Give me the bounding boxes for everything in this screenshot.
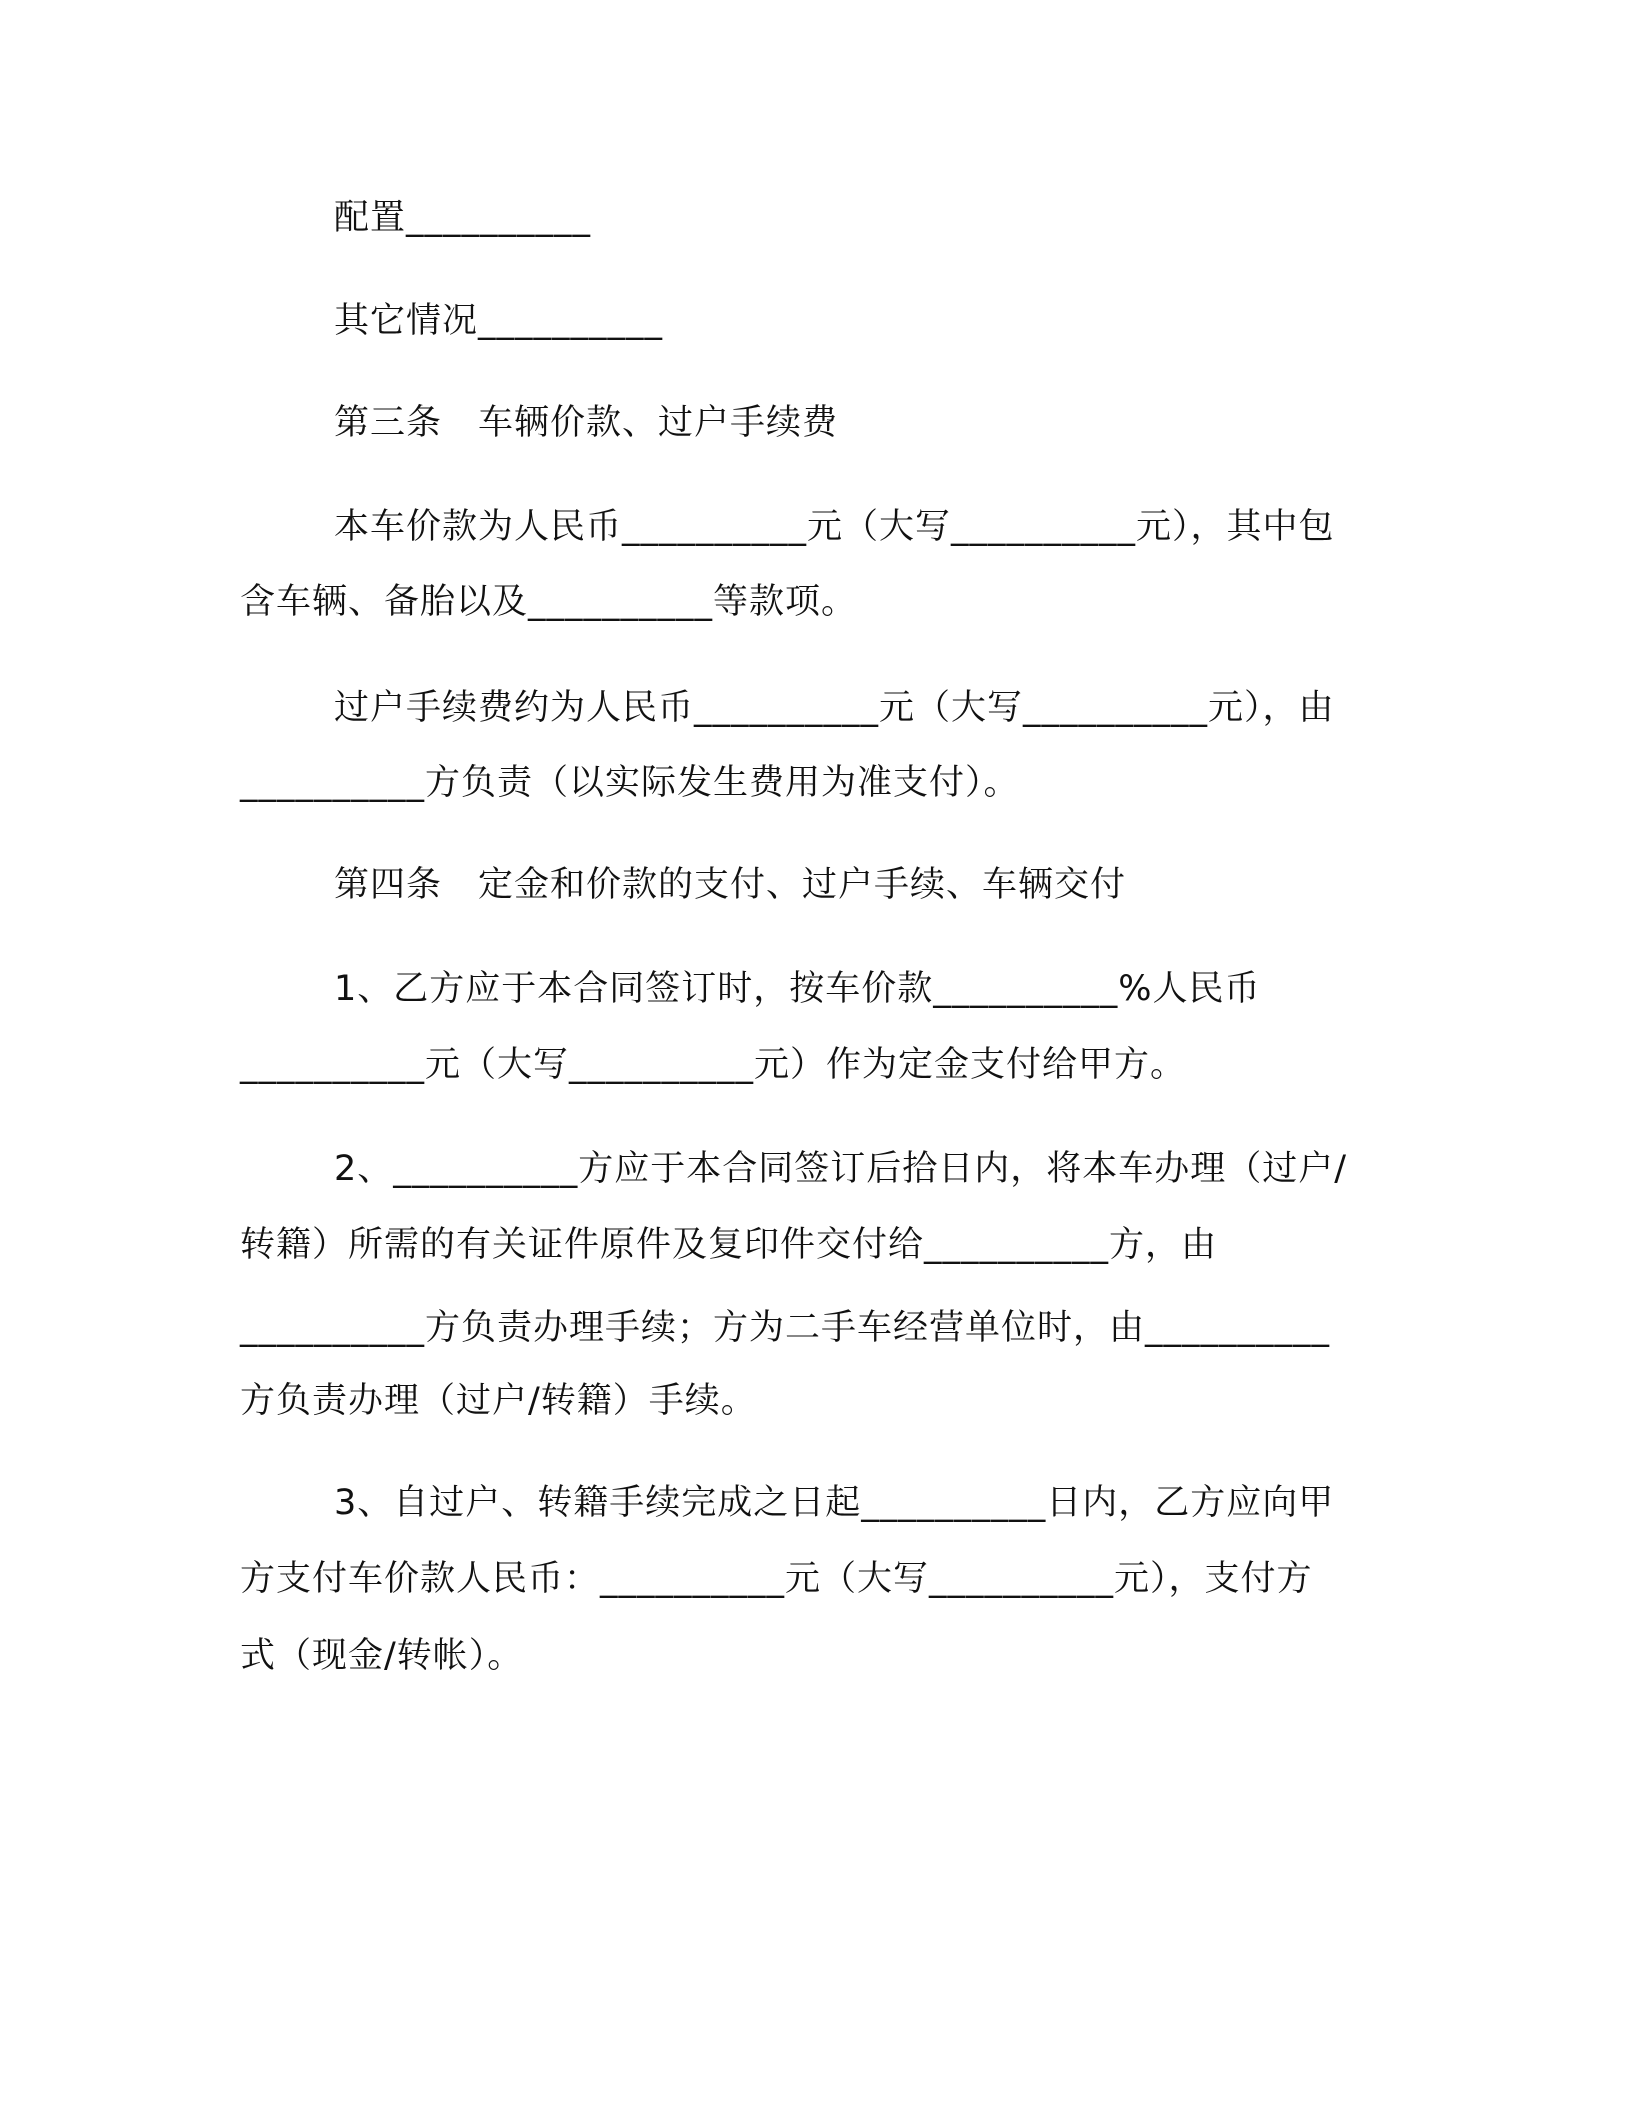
config-line: 配置__________ — [334, 198, 592, 238]
clause-1-line-2: __________元（大写__________元）作为定金支付给甲方。 — [240, 1045, 1187, 1085]
clause-1-line-1: 1、乙方应于本合同签订时，按车价款__________%人民币 — [334, 969, 1261, 1009]
clause-2-line-3: __________方负责办理手续；方为二手车经营单位时，由__________ — [240, 1308, 1331, 1348]
clause-3-line-2: 方支付车价款人民币：__________元（大写__________元），支付方 — [240, 1559, 1313, 1599]
article-four-heading: 第四条 定金和价款的支付、过户手续、车辆交付 — [334, 865, 1127, 905]
article-three-heading: 第三条 车辆价款、过户手续费 — [334, 403, 839, 443]
vehicle-price-line-2: 含车辆、备胎以及__________等款项。 — [240, 582, 858, 622]
clause-3-line-3: 式（现金/转帐）。 — [240, 1636, 524, 1676]
transfer-fee-line-1: 过户手续费约为人民币__________元（大写__________元），由 — [334, 688, 1335, 728]
clause-2-line-2: 转籍）所需的有关证件原件及复印件交付给__________方，由 — [240, 1225, 1218, 1265]
other-conditions-line: 其它情况__________ — [334, 301, 664, 341]
clause-2-line-4: 方负责办理（过户/转籍）手续。 — [240, 1381, 757, 1421]
vehicle-price-line-1: 本车价款为人民币__________元（大写__________元），其中包 — [334, 507, 1335, 547]
clause-2-line-1: 2、__________方应于本合同签订后拾日内，将本车办理（过户/ — [334, 1149, 1348, 1189]
clause-3-line-1: 3、自过户、转籍手续完成之日起__________日内，乙方应向甲 — [334, 1483, 1335, 1523]
transfer-fee-line-2: __________方负责（以实际发生费用为准支付）。 — [240, 763, 1020, 803]
